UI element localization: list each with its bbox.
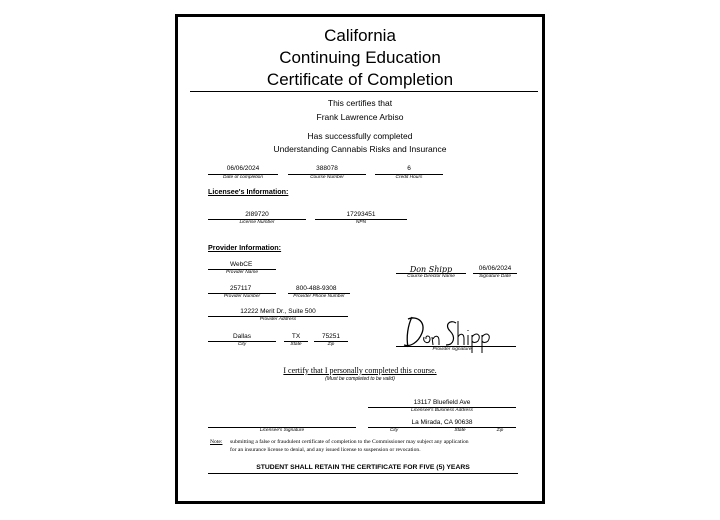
licensee-zip-caption: Zip — [496, 428, 504, 433]
credit-hours: 6 — [407, 165, 411, 172]
certify-note: (Must be completed to be valid) — [325, 376, 395, 382]
completed-text: Has successfully completed — [307, 131, 413, 141]
provider-signature-caption: Provider signature — [432, 347, 472, 352]
licensee-city-caption: City — [389, 428, 399, 433]
provider-city-caption: City — [237, 342, 247, 347]
provider-state-caption: State — [290, 342, 302, 347]
provider-zip: 75251 — [321, 333, 341, 340]
title-program: Continuing Education — [279, 48, 441, 67]
provider-address-caption: Provider Address — [259, 317, 297, 322]
credit-hours-caption: Credit Hours — [395, 175, 423, 180]
title-divider — [190, 91, 538, 92]
provider-phone: 800-488-9308 — [296, 285, 337, 292]
licensee-signature-caption: Licensee's Signature — [259, 428, 305, 433]
provider-number-caption: Provider Number — [223, 294, 261, 299]
title-state: California — [324, 26, 396, 45]
retain-notice: STUDENT SHALL RETAIN THE CERTIFICATE FOR FIVE (5) YEARS — [256, 464, 470, 471]
licensee-state-caption: State — [454, 428, 466, 433]
date-of-completion: 06/06/2024 — [226, 165, 260, 172]
npn-caption: NPN — [355, 220, 367, 225]
provider-city: Dallas — [232, 333, 252, 340]
business-address: 13117 Bluefield Ave — [413, 399, 471, 406]
provider-address: 12222 Merit Dr., Suite 500 — [240, 308, 316, 315]
course-title: Understanding Cannabis Risks and Insurance — [273, 144, 447, 154]
license-number-caption: License Number — [239, 220, 275, 225]
provider-number: 257117 — [230, 285, 252, 292]
note-label: Note: — [210, 439, 223, 445]
provider-heading: Provider Information: — [208, 243, 282, 252]
course-number: 388078 — [316, 165, 338, 172]
director-name: Don Shipp — [409, 265, 453, 274]
certificate-frame — [175, 14, 545, 504]
provider-name-caption: Provider Name — [226, 270, 258, 275]
signature-date-caption: Signature Date — [479, 274, 511, 279]
signature-date: 06/06/2024 — [478, 265, 512, 272]
business-address-caption: Licensee's Business Address — [410, 408, 474, 413]
licensee-name: Frank Lawrence Arbiso — [316, 112, 404, 122]
provider-name: WebCE — [230, 261, 253, 268]
retain-line — [208, 473, 518, 474]
provider-phone-caption: Provider Phone Number — [293, 294, 345, 299]
date-caption: Date of completion — [223, 175, 263, 180]
licensee-heading: Licensee's Information: — [208, 187, 289, 196]
certifies-text: This certifies that — [327, 98, 393, 108]
note-line-2: for an insurance license to denial, and any issued license to suspension or revocation. — [230, 447, 421, 453]
provider-state: TX — [291, 333, 301, 340]
provider-zip-caption: Zip — [327, 342, 335, 347]
npn: 17293451 — [346, 211, 376, 218]
director-caption: Course Director Name — [407, 274, 455, 279]
license-number: 2I89720 — [245, 211, 269, 218]
title-certificate: Certificate of Completion — [266, 70, 454, 89]
city-state-zip: La Mirada, CA 90638 — [411, 419, 473, 426]
certify-statement: I certify that I personally completed this course. — [283, 366, 437, 375]
course-number-caption: Course Number — [310, 175, 344, 180]
note-line-1: submitting a false or fraudulent certificate of completion to the Commissioner may subject any application — [230, 439, 469, 445]
